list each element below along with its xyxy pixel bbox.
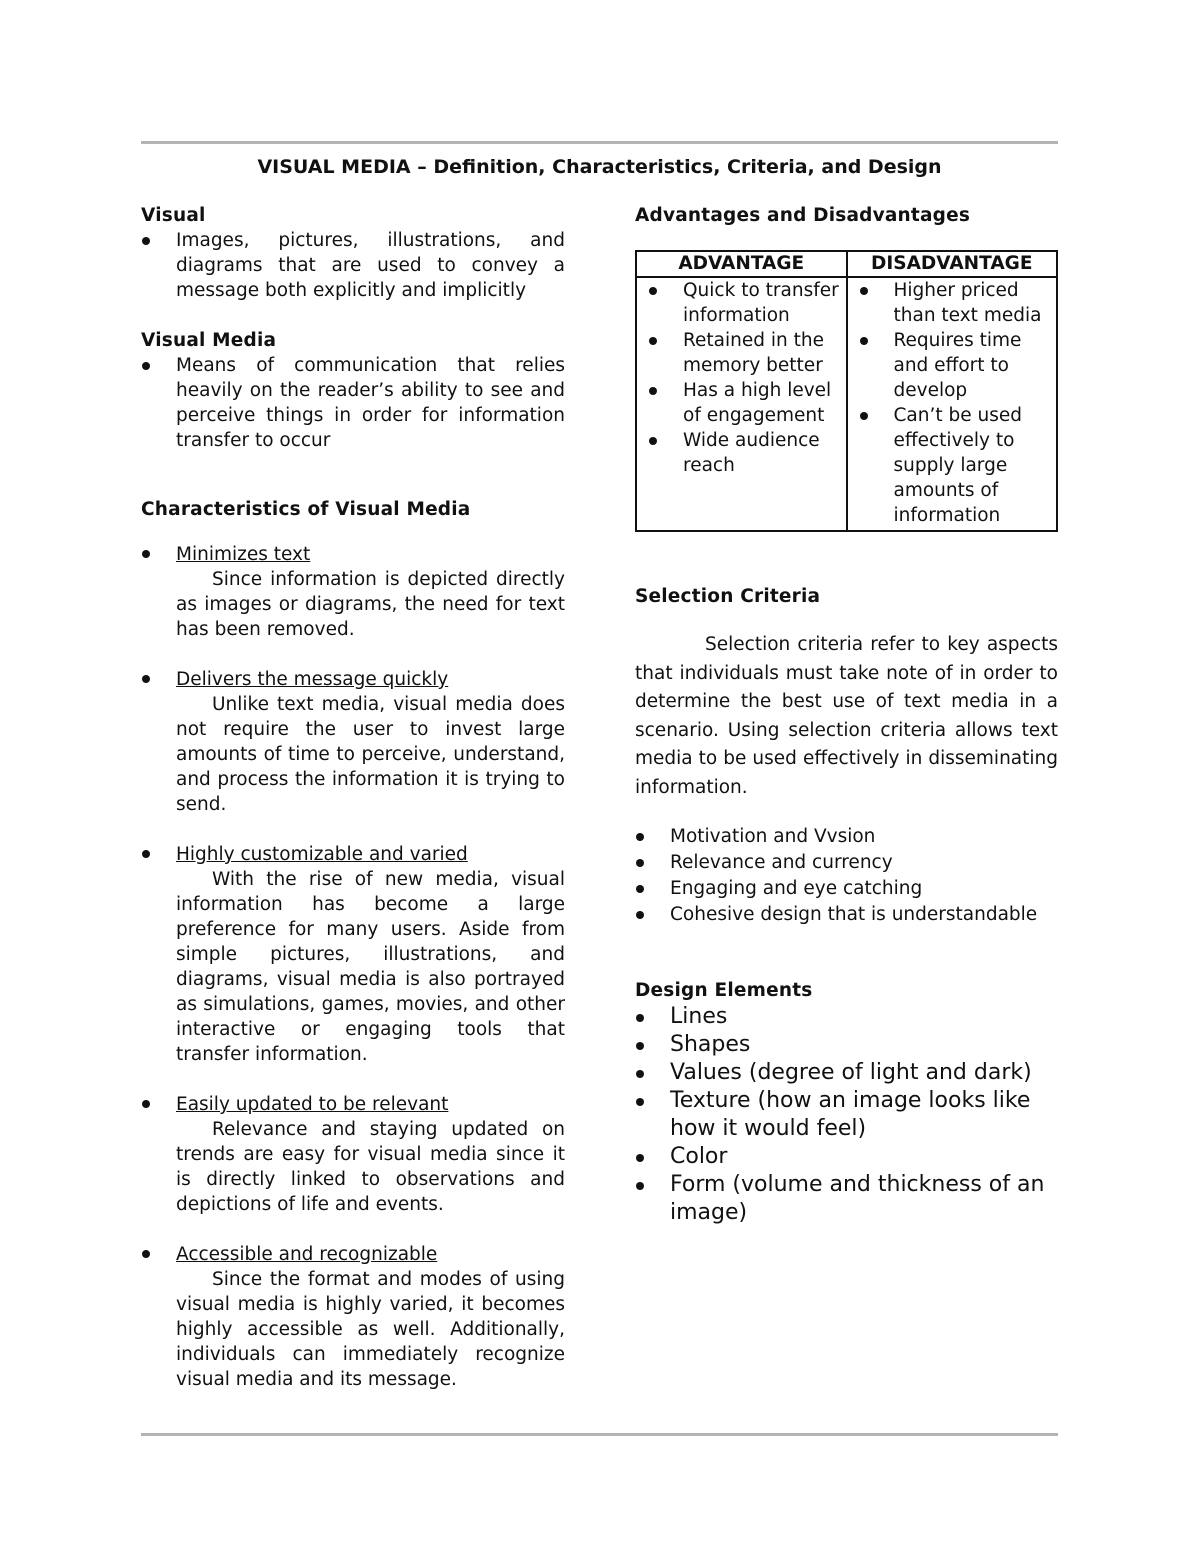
characteristic-item: [141, 667, 565, 817]
selection-list: [635, 824, 1058, 928]
design-heading: Design Elements: [635, 980, 813, 1001]
page-title: VISUAL MEDIA – Definition, Characteristics, Criteria, and Design: [257, 156, 942, 178]
advantages-table: [635, 250, 1058, 532]
bottom-rule: [141, 1433, 1058, 1436]
characteristic-description: Unlike text media, visual media does not require the user to invest large amounts of time to perceive, understand, and process the information it is trying to send.: [176, 694, 565, 815]
list-item: Cohesive design that is understandable: [635, 902, 1058, 928]
visual-media-section: [141, 328, 565, 453]
list-item: Means of communication that relies heavily on the reader’s ability to see and perceive things in order for information transfer to occur: [141, 353, 565, 453]
list-item: Relevance and currency: [635, 850, 1058, 876]
disadvantage-cell: [847, 277, 1058, 531]
list-item: Requires time and effort to develop: [858, 328, 1053, 403]
right-column: [635, 203, 1058, 1227]
characteristic-description: Since the format and modes of using visual media is highly varied, it becomes highly accessible as well. Additionally, individuals can immediately recognize visual media and its message.: [176, 1269, 565, 1390]
design-section: [635, 978, 1058, 1227]
advantage-column-header: ADVANTAGE: [636, 251, 847, 277]
characteristic-title: Easily updated to be relevant: [176, 1094, 449, 1115]
list-item: Color: [635, 1143, 1058, 1171]
list-item: Texture (how an image looks like how it would feel): [635, 1087, 1058, 1143]
selection-paragraph: Selection criteria refer to key aspects that individuals must take note of in order to determine the best use of text media in a scenario. Using selection criteria allows text media to be used effectively in disseminating information.: [635, 634, 1058, 798]
advantage-cell: [636, 277, 847, 531]
characteristic-description: With the rise of new media, visual information has become a large preference for many users. Aside from simple pictures, illustrations, and diagrams, visual media is also portrayed as simulations, games, movies, and other interactive or engaging tools that transfer information.: [176, 869, 565, 1065]
list-item: Form (volume and thickness of an image): [635, 1171, 1058, 1227]
list-item: Values (degree of light and dark): [635, 1059, 1058, 1087]
list-item: Has a high level of engagement: [647, 378, 842, 428]
characteristic-item: [141, 842, 565, 1067]
table-row: [636, 277, 1057, 531]
list-item: Lines: [635, 1003, 1058, 1031]
disadvantage-column-header: DISADVANTAGE: [847, 251, 1058, 277]
characteristic-title: Accessible and recognizable: [176, 1244, 438, 1265]
characteristic-title: Delivers the message quickly: [176, 669, 449, 690]
characteristic-title: Minimizes text: [176, 544, 311, 565]
design-list: [635, 1003, 1058, 1227]
top-rule: [141, 141, 1058, 144]
characteristics-list: [141, 542, 565, 1392]
list-item: Can’t be used effectively to supply large amounts of information: [858, 403, 1053, 528]
selection-section: [635, 584, 1058, 928]
characteristics-section: [141, 497, 565, 1392]
list-item: Engaging and eye catching: [635, 876, 1058, 902]
characteristic-item: [141, 1092, 565, 1217]
characteristic-description: Since information is depicted directly as images or diagrams, the need for text has been removed.: [176, 569, 565, 640]
list-item: Higher priced than text media: [858, 278, 1053, 328]
left-column: [141, 203, 565, 1392]
visual-section: [141, 203, 565, 303]
list-item: Shapes: [635, 1031, 1058, 1059]
characteristic-item: [141, 542, 565, 642]
visual-heading: Visual: [141, 205, 206, 226]
advantages-section: [635, 203, 1058, 532]
list-item: Quick to transfer information: [647, 278, 842, 328]
disadvantage-list: [858, 278, 1053, 528]
characteristic-title: Highly customizable and varied: [176, 844, 468, 865]
visual-list: [141, 228, 565, 303]
list-item: Images, pictures, illustrations, and diagrams that are used to convey a message both explicitly and implicitly: [141, 228, 565, 303]
characteristics-heading: Characteristics of Visual Media: [141, 499, 471, 520]
advantage-list: [647, 278, 842, 478]
list-item: Wide audience reach: [647, 428, 842, 478]
visual-media-list: [141, 353, 565, 453]
characteristic-item: [141, 1242, 565, 1392]
selection-heading: Selection Criteria: [635, 586, 821, 607]
list-item: Retained in the memory better: [647, 328, 842, 378]
characteristic-description: Relevance and staying updated on trends are easy for visual media since it is directly linked to observations and depictions of life and events.: [176, 1119, 565, 1215]
advantages-heading: Advantages and Disadvantages: [635, 205, 971, 226]
visual-media-heading: Visual Media: [141, 330, 277, 351]
table-header-row: [636, 251, 1057, 277]
list-item: Motivation and Vvsion: [635, 824, 1058, 850]
